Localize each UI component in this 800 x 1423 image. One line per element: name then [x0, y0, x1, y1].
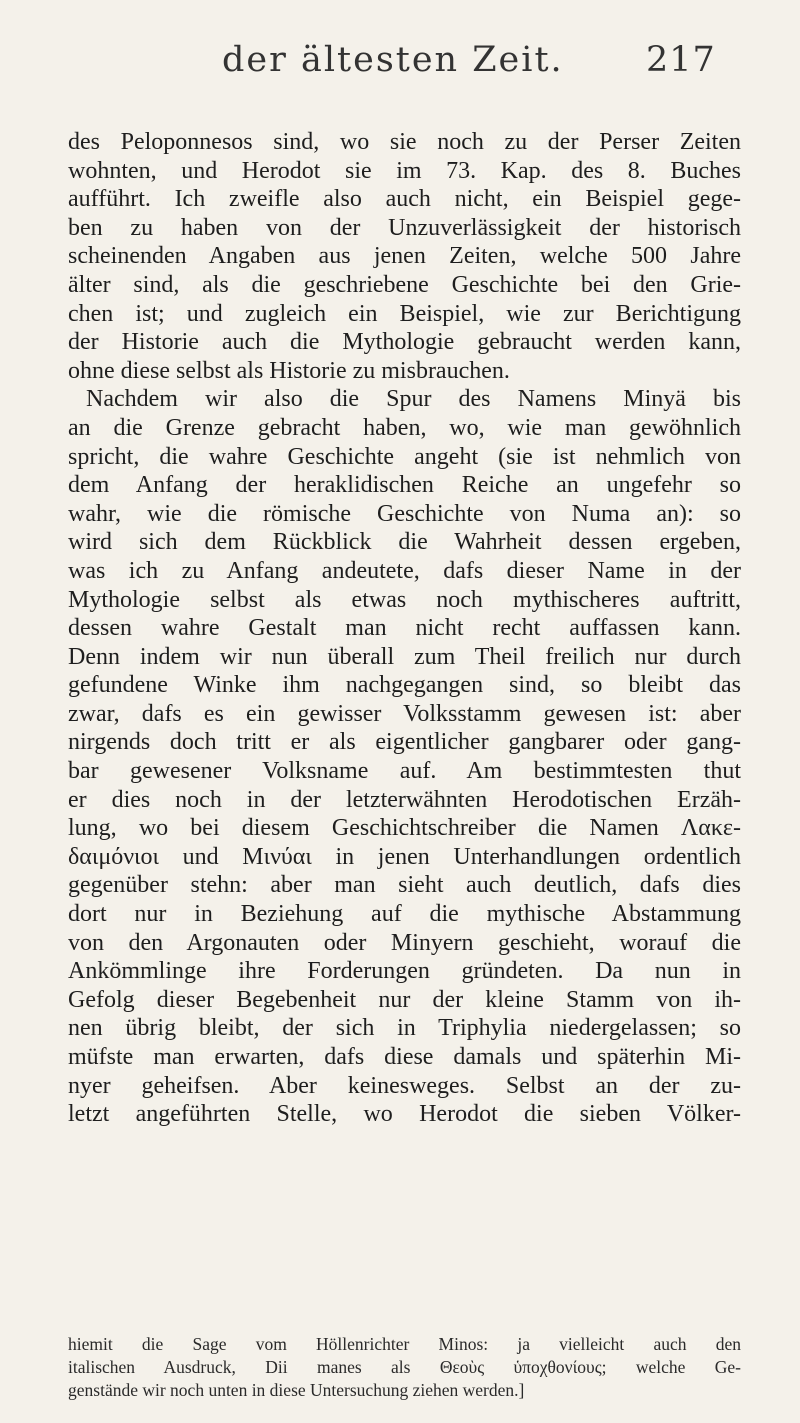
text-line: er dies noch in der letzterwähnten Herodotischen Erzäh- — [68, 786, 741, 813]
text-line: dessen wahre Gestalt man nicht recht auffassen kann. — [68, 615, 741, 642]
main-text — [68, 128, 741, 1129]
text-line: chen ist; und zugleich ein Beispiel, wie zur Berichtigung — [68, 300, 741, 327]
text-line: Nachdem wir also die Spur des Namens Minyä bis — [86, 386, 741, 413]
text-line: dort nur in Beziehung auf die mythische Abstammung — [68, 901, 741, 928]
text-line: aufführt. Ich zweifle also auch nicht, ein Beispiel gege- — [68, 186, 741, 213]
text-line: nyer geheifsen. Aber keinesweges. Selbst an der zu- — [68, 1072, 741, 1099]
text-line: von den Argonauten oder Minyern geschieht, worauf die — [68, 929, 741, 956]
text-line: des Peloponnesos sind, wo sie noch zu der Perser Zeiten — [68, 129, 741, 155]
text-line: ohne diese selbst als Historie zu misbrauchen. — [68, 357, 510, 384]
text-line: an die Grenze gebracht haben, wo, wie man gewöhnlich — [68, 414, 741, 441]
text-line: wahr, wie die römische Geschichte von Numa an): so — [68, 500, 741, 527]
text-line: gefundene Winke ihm nachgegangen sind, so bleibt das — [68, 672, 741, 699]
page-number: 217 — [646, 40, 716, 80]
running-title: der ältesten Zeit. — [222, 40, 564, 80]
text-line: müfste man erwarten, dafs diese damals und späterhin Mi- — [68, 1044, 741, 1070]
text-line: ben zu haben von der Unzuverlässigkeit der historisch — [68, 214, 741, 241]
text-line: bar gewesener Volksname auf. Am bestimmtesten thut — [68, 758, 741, 785]
text-line: wird sich dem Rückblick die Wahrheit dessen ergeben, — [68, 529, 741, 556]
footnote — [68, 1333, 741, 1402]
footnote-line: italischen Ausdruck, Dii manes als Θεοὺς ὑποχθονίους; welche Ge- — [68, 1357, 741, 1377]
text-line: Mythologie selbst als etwas noch mythischeres auftritt, — [68, 586, 741, 613]
text-line: wohnten, und Herodot sie im 73. Kap. des 8. Buches — [68, 157, 741, 184]
text-line: letzt angeführten Stelle, wo Herodot die sieben Völker- — [68, 1101, 741, 1128]
text-line: nen übrig bleibt, der sich in Triphylia niedergelassen; so — [68, 1015, 741, 1042]
text-line: lung, wo bei diesem Geschichtschreiber die Namen Λακε- — [68, 815, 741, 842]
text-line: nirgends doch tritt er als eigentlicher gangbarer oder gang- — [68, 729, 741, 756]
text-line: älter sind, als die geschriebene Geschichte bei den Grie- — [68, 271, 741, 298]
text-line: scheinenden Angaben aus jenen Zeiten, welche 500 Jahre — [68, 243, 741, 270]
text-line: spricht, die wahre Geschichte angeht (sie ist nehmlich von — [68, 443, 741, 470]
text-line: zwar, dafs es ein gewisser Volksstamm gewesen ist: aber — [68, 700, 741, 727]
page-header — [0, 40, 800, 100]
text-line: der Historie auch die Mythologie gebraucht werden kann, — [68, 329, 741, 356]
text-line: was ich zu Anfang andeutete, dafs dieser Name in der — [68, 557, 741, 584]
text-line: Gefolg dieser Begebenheit nur der kleine Stamm von ih- — [68, 986, 741, 1013]
footnote-line: hiemit die Sage vom Höllenrichter Minos: ja vielleicht auch den — [68, 1334, 741, 1354]
text-line: δαιμόνιοι und Μινύαι in jenen Unterhandlungen ordentlich — [68, 843, 741, 870]
footnote-line: genstände wir noch unten in diese Untersuchung ziehen werden.] — [68, 1380, 525, 1400]
text-line: dem Anfang der heraklidischen Reiche an ungefehr so — [68, 472, 741, 499]
text-line: Denn indem wir nun überall zum Theil freilich nur durch — [68, 643, 741, 670]
text-line: Ankömmlinge ihre Forderungen gründeten. Da nun in — [68, 958, 741, 985]
text-line: gegenüber stehn: aber man sieht auch deutlich, dafs dies — [68, 872, 741, 899]
